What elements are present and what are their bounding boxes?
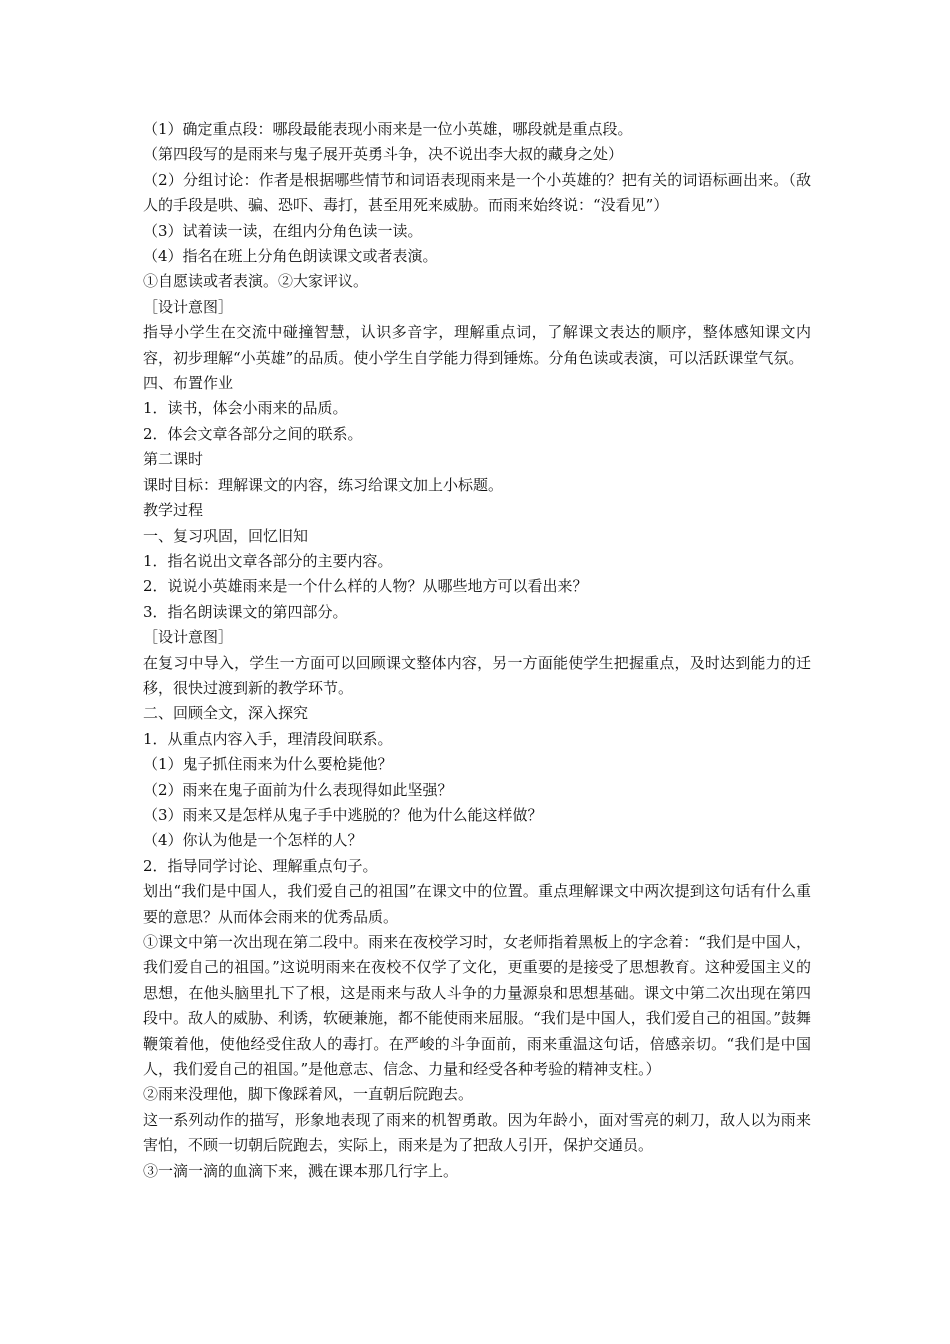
paragraph: （1）确定重点段：哪段最能表现小雨来是一位小英雄，哪段就是重点段。 xyxy=(143,120,633,138)
paragraph: 1．指名说出文章各部分的主要内容。 xyxy=(143,551,393,570)
paragraph: ①课文中第一次出现在第二段中。雨来在夜校学习时，女老师指着黑板上的字念着：“我们是中国人，我们爱自己的祖国。”这说明雨来在夜校不仅学了文化，更重要的是接受了思想教育。这种爱国主义的思想，在他头脑里扎下了根，这是雨来与敌人斗争的力量源泉和思想基础。课文中第二次出现在第四段中。敌人的威胁、利诱，软硬兼施，都不能使雨来屈服。“我们是中国人，我们爱自己的祖国。”鼓舞鞭策着他，使他经受住敌人的毒打。在严峻的斗争面前，雨来重温这句话，倍感亲切。“我们是中国人，我们爱自己的祖国。”是他意志、信念、力量和经受各种考验的精神支柱。） xyxy=(143,933,811,1079)
paragraph: 这一系列动作的描写，形象地表现了雨来的机智勇敢。因为年龄小，面对雪亮的刺刀，敌人以为雨来害怕，不顾一切朝后院跑去，实际上，雨来是为了把敌人引开，保护交通员。 xyxy=(143,1110,811,1155)
paragraph: （2）分组讨论：作者是根据哪些情节和词语表现雨来是一个小英雄的？把有关的词语标画出来。（敌人的手段是哄、骗、恐吓、毒打，甚至用死来威胁。而雨来始终说：“没看见”） xyxy=(143,170,811,215)
section-label: ［设计意图］ xyxy=(143,628,234,647)
paragraph: 3．指名朗读课文的第四部分。 xyxy=(143,602,348,621)
paragraph: 2．指导同学讨论、理解重点句子。 xyxy=(143,856,378,875)
paragraph: 课时目标：理解课文的内容，练习给课文加上小标题。 xyxy=(143,475,504,494)
paragraph: （第四段写的是雨来与鬼子展开英勇斗争，决不说出李大叔的藏身之处） xyxy=(143,145,624,164)
section-heading: 四、布置作业 xyxy=(143,374,234,393)
paragraph: （1）鬼子抓住雨来为什么要枪毙他？ xyxy=(143,755,393,774)
paragraph: （3）试着读一读，在组内分角色读一读。 xyxy=(143,221,423,240)
section-heading: 一、复习巩固，回忆旧知 xyxy=(143,526,309,545)
paragraph: （3）雨来又是怎样从鬼子手中逃脱的？他为什么能这样做？ xyxy=(143,805,543,824)
section-label: ［设计意图］ xyxy=(143,297,234,316)
paragraph: 2．说说小英雄雨来是一个什么样的人物？从哪些地方可以看出来？ xyxy=(143,577,588,596)
paragraph: （4）你认为他是一个怎样的人？ xyxy=(143,831,363,850)
paragraph: ①自愿读或者表演。②大家评议。 xyxy=(143,272,369,291)
paragraph: 1．读书，体会小雨来的品质。 xyxy=(143,399,348,418)
paragraph: （2）雨来在鬼子面前为什么表现得如此坚强？ xyxy=(143,780,453,799)
paragraph: ③一滴一滴的血滴下来，溅在课本那几行字上。 xyxy=(143,1161,459,1180)
paragraph: 2．体会文章各部分之间的联系。 xyxy=(143,424,363,443)
section-heading: 第二课时 xyxy=(143,450,204,469)
paragraph: 1．从重点内容入手，理清段间联系。 xyxy=(143,729,393,748)
paragraph: 指导小学生在交流中碰撞智慧，认识多音字，理解重点词，了解课文表达的顺序，整体感知课文内容，初步理解“小英雄”的品质。使小学生自学能力得到锤炼。分角色读或表演，可以活跃课堂气氛。 xyxy=(143,323,811,367)
section-heading: 教学过程 xyxy=(143,501,204,520)
paragraph: 划出“我们是中国人，我们爱自己的祖国”在课文中的位置。重点理解课文中两次提到这句话有什么重要的意思？从而体会雨来的优秀品质。 xyxy=(143,882,811,926)
paragraph: （4）指名在班上分角色朗读课文或者表演。 xyxy=(143,247,438,266)
section-heading: 二、回顾全文，深入探究 xyxy=(143,704,309,723)
paragraph: ②雨来没理他，脚下像踩着风，一直朝后院跑去。 xyxy=(143,1085,474,1104)
paragraph: 在复习中导入，学生一方面可以回顾课文整体内容，另一方面能使学生把握重点，及时达到能力的迁移，很快过渡到新的教学环节。 xyxy=(143,653,811,697)
document-body xyxy=(143,117,811,1184)
